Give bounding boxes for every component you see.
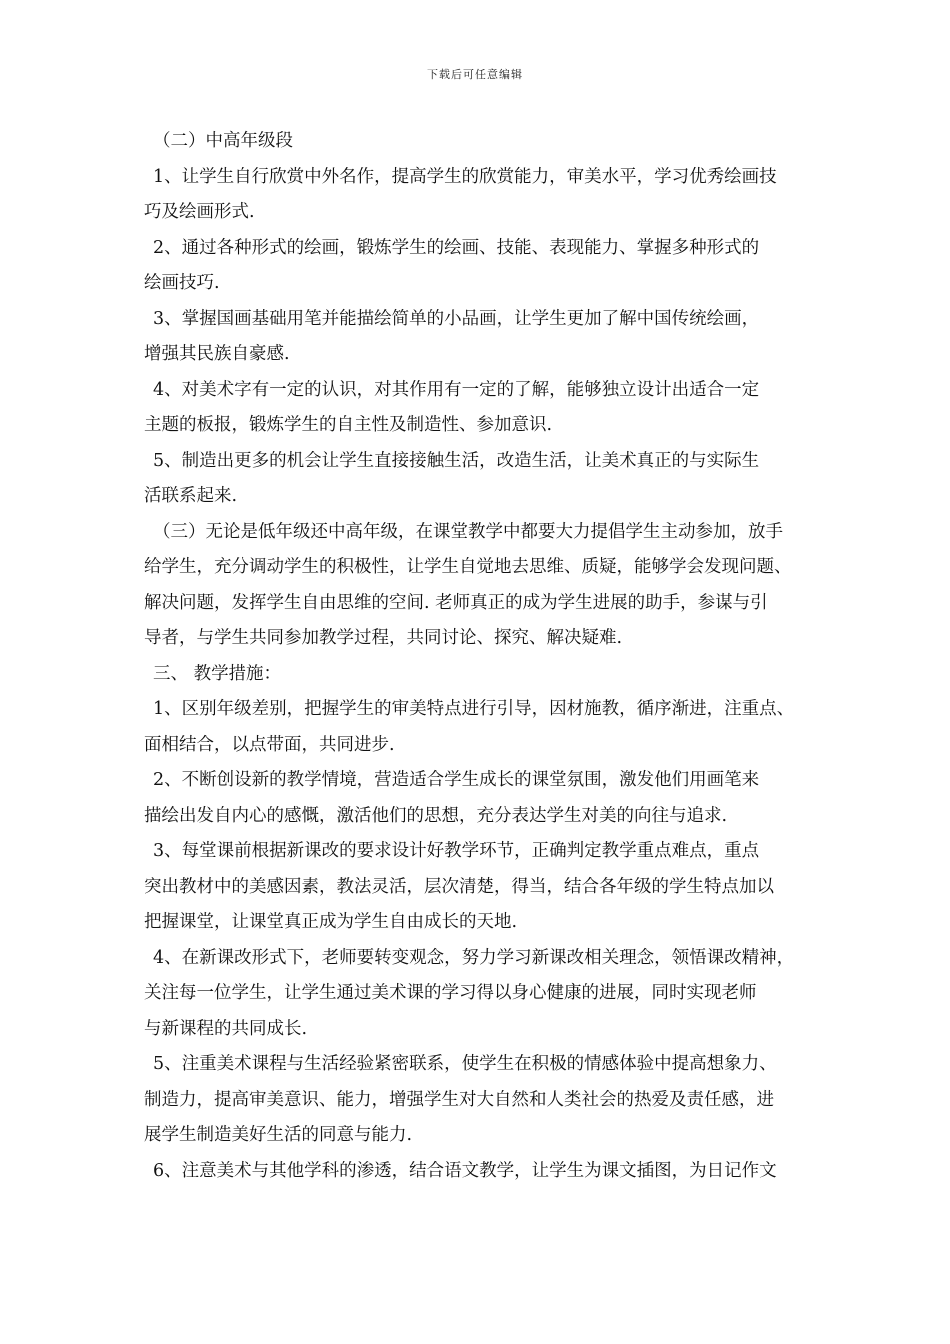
text-line: （二）中高年级段 <box>153 131 293 151</box>
text-line: 1、区别年级差别，把握学生的审美特点进行引导，因材施教，循序渐进，注重点、 <box>153 699 795 719</box>
text-line: 增强其民族自豪感. <box>144 344 290 364</box>
text-line: 6、注意美术与其他学科的渗透，结合语文教学，让学生为课文插图，为日记作文 <box>153 1160 777 1181</box>
text-line: 突出教材中的美感因素，教法灵活，层次清楚，得当，结合各年级的学生特点加以 <box>144 876 774 897</box>
text-line: （三）无论是低年级还中高年级，在课堂教学中都要大力提倡学生主动参加，放手 <box>153 521 783 542</box>
text-line: 解决问题，发挥学生自由思维的空间. 老师真正的成为学生进展的助手，参谋与引 <box>144 592 768 613</box>
text-line: 巧及绘画形式. <box>144 202 255 222</box>
text-line: 描绘出发自内心的感慨，激活他们的思想，充分表达学生对美的向往与追求. <box>144 805 728 826</box>
text-line: 导者，与学生共同参加教学过程，共同讨论、探究、解决疑难. <box>144 628 623 648</box>
text-line: 给学生，充分调动学生的积极性，让学生自觉地去思维、质疑，能够学会发现问题、 <box>144 557 792 577</box>
document-body <box>144 124 824 1189</box>
text-line: 4、对美术字有一定的认识，对其作用有一定的了解，能够独立设计出适合一定 <box>153 379 760 400</box>
text-line: 活联系起来. <box>144 486 238 506</box>
text-line: 绘画技巧. <box>144 273 220 293</box>
page-header: 下载后可任意编辑 <box>427 68 523 81</box>
text-line: 与新课程的共同成长. <box>144 1018 308 1039</box>
text-line: 关注每一位学生，让学生通过美术课的学习得以身心健康的进展，同时实现老师 <box>144 983 757 1003</box>
text-line: 把握课堂，让课堂真正成为学生自由成长的天地. <box>144 912 518 932</box>
text-line: 制造力，提高审美意识、能力，增强学生对大自然和人类社会的热爱及责任感，进 <box>144 1089 774 1110</box>
text-line: 三、 教学措施： <box>153 663 282 684</box>
text-line: 面相结合，以点带面，共同进步. <box>144 734 395 755</box>
text-line: 主题的板报，锻炼学生的自主性及制造性、参加意识. <box>144 415 553 435</box>
text-line: 4、在新课改形式下，老师要转变观念，努力学习新课改相关理念，领悟课改精神， <box>153 947 795 968</box>
text-line: 5、制造出更多的机会让学生直接接触生活，改造生活，让美术真正的与实际生 <box>153 450 760 471</box>
text-line: 5、注重美术课程与生活经验紧密联系，使学生在积极的情感体验中提高想象力、 <box>153 1054 777 1074</box>
text-line: 展学生制造美好生活的同意与能力. <box>144 1125 413 1145</box>
text-line: 1、让学生自行欣赏中外名作，提高学生的欣赏能力，审美水平，学习优秀绘画技 <box>153 166 777 187</box>
text-line: 2、通过各种形式的绘画，锻炼学生的绘画、技能、表现能力、掌握多种形式的 <box>153 237 760 258</box>
text-line: 3、每堂课前根据新课改的要求设计好教学环节，正确判定教学重点难点，重点 <box>153 841 760 861</box>
text-line: 3、掌握国画基础用笔并能描绘简单的小品画，让学生更加了解中国传统绘画， <box>153 308 760 329</box>
text-line: 2、不断创设新的教学情境，营造适合学生成长的课堂氛围，激发他们用画笔来 <box>153 770 760 790</box>
